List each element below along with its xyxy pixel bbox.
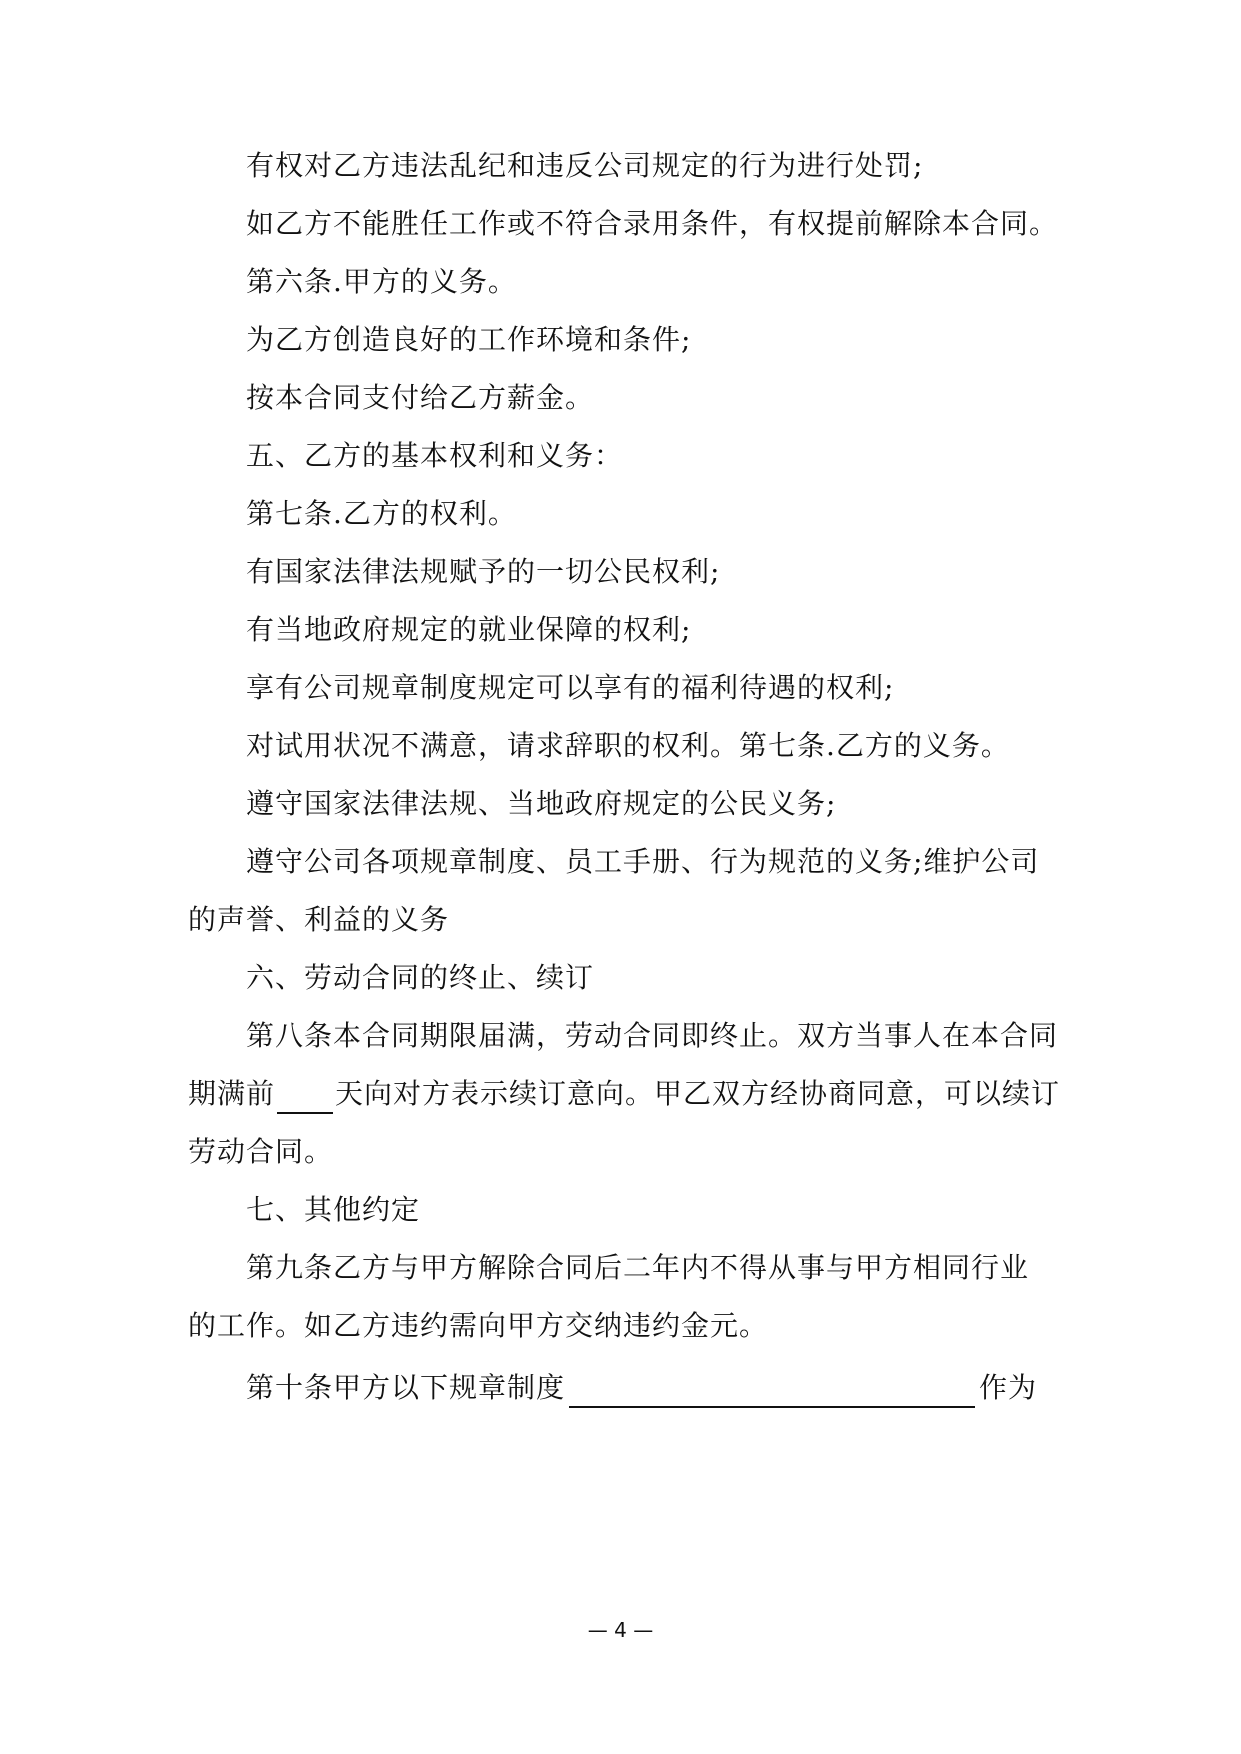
paragraph-line: 有国家法律法规赋予的一切公民权利; xyxy=(246,555,721,588)
paragraph-line-with-blank xyxy=(246,1368,1116,1408)
section-heading: 第六条.甲方的义务。 xyxy=(246,265,517,298)
paragraph-line: 有权对乙方违法乱纪和违反公司规定的行为进行处罚; xyxy=(246,149,924,182)
line-text-after-blank: 天向对方表示续订意向。甲乙双方经协商同意，可以续订 xyxy=(335,1077,1061,1110)
paragraph-line: 第九条乙方与甲方解除合同后二年内不得从事与甲方相同行业 xyxy=(246,1251,1030,1284)
paragraph-line-with-blank xyxy=(188,1074,1061,1114)
section-heading: 五、乙方的基本权利和义务： xyxy=(246,439,624,472)
section-heading: 六、劳动合同的终止、续订 xyxy=(246,961,595,994)
paragraph-line: 的工作。如乙方违约需向甲方交纳违约金元。 xyxy=(188,1309,769,1342)
paragraph-line: 第八条本合同期限届满，劳动合同即终止。双方当事人在本合同 xyxy=(246,1019,1059,1052)
paragraph-line: 按本合同支付给乙方薪金。 xyxy=(246,381,595,414)
paragraph-line: 对试用状况不满意，请求辞职的权利。第七条.乙方的义务。 xyxy=(246,729,1010,762)
line-text-before-blank: 第十条甲方以下规章制度 xyxy=(246,1371,566,1404)
fill-in-blank[interactable] xyxy=(277,1084,333,1114)
line-text-after-blank: 作为 xyxy=(979,1371,1038,1404)
paragraph-line: 的声誉、利益的义务 xyxy=(188,903,450,936)
fill-in-blank[interactable] xyxy=(569,1378,975,1408)
section-heading: 七、其他约定 xyxy=(246,1193,421,1226)
paragraph-line: 劳动合同。 xyxy=(188,1135,334,1168)
page-number: — 4 — xyxy=(587,1618,654,1642)
section-heading: 第七条.乙方的权利。 xyxy=(246,497,517,530)
paragraph-line: 为乙方创造良好的工作环境和条件; xyxy=(246,323,692,356)
paragraph-line: 如乙方不能胜任工作或不符合录用条件，有权提前解除本合同。 xyxy=(246,207,1059,240)
paragraph-line: 遵守公司各项规章制度、员工手册、行为规范的义务;维护公司 xyxy=(246,845,1040,878)
paragraph-line: 有当地政府规定的就业保障的权利; xyxy=(246,613,692,646)
paragraph-line: 享有公司规章制度规定可以享有的福利待遇的权利; xyxy=(246,671,895,704)
line-text-before-blank: 期满前 xyxy=(188,1077,276,1110)
paragraph-line: 遵守国家法律法规、当地政府规定的公民义务; xyxy=(246,787,837,820)
